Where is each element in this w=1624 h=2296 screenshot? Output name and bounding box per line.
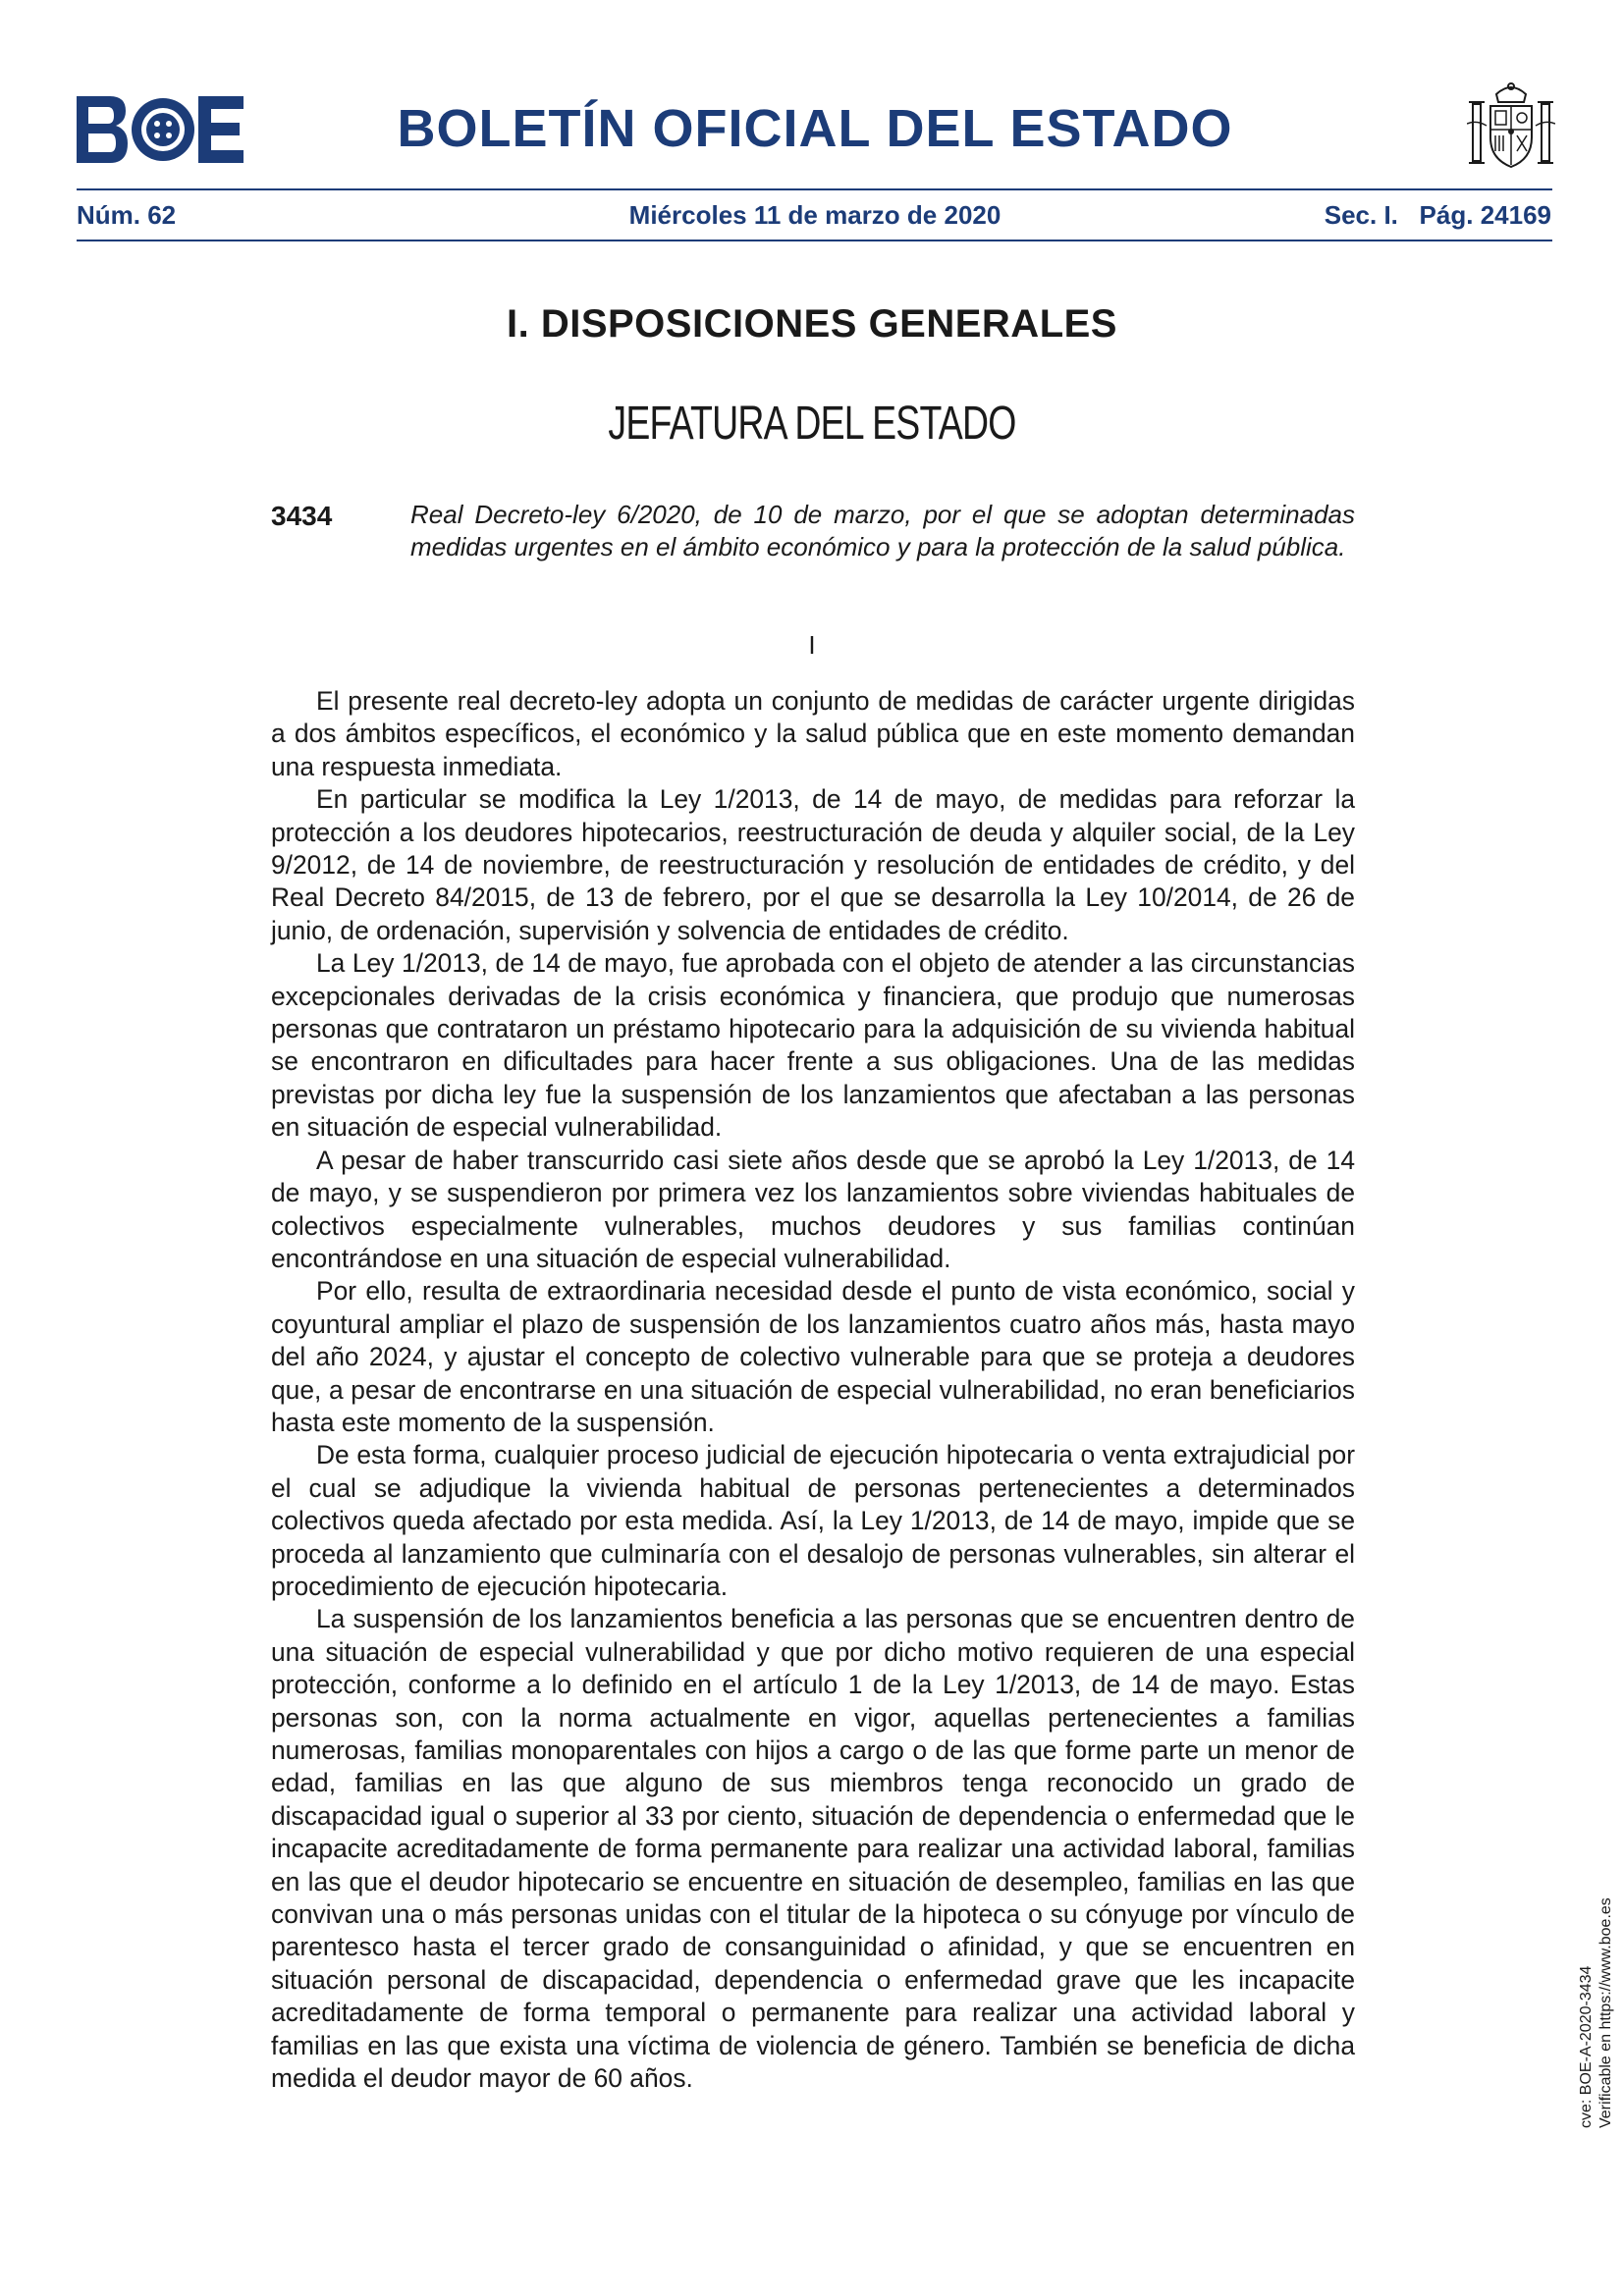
document-body: [271, 685, 1355, 2095]
boe-logo: [77, 96, 244, 163]
document-number: 3434: [271, 501, 333, 531]
bulletin-title: BOLETÍN OFICIAL DEL ESTADO: [397, 99, 1233, 158]
boe-logo-icon: [77, 96, 244, 163]
header-rule-top: [77, 188, 1552, 190]
paragraph: La Ley 1/2013, de 14 de mayo, fue aprobada con el objeto de atender a las circunstancias excepcionales derivadas de la crisis económica y financiera, que produjo que numerosas personas que contrataron un préstamo hipotecario para la adquisición de su vivienda habitual se encontraron en dificultades para hacer frente a sus obligaciones. Una de las medidas previstas por dicha ley fue la suspensión de los lanzamientos que afectaban a las personas en situación de especial vulnerabilidad.: [271, 948, 1355, 1143]
chapter-numeral: I: [808, 630, 816, 660]
bulletin-date: Miércoles 11 de marzo de 2020: [628, 200, 1001, 230]
section-page: Sec. I. Pág. 24169: [1324, 200, 1551, 230]
paragraph: La suspensión de los lanzamientos beneficia a las personas que se encuentren dentro de una situación de especial vulnerabilidad y que por dicho motivo requieren de una especial protección, conforme a lo definido en el artículo 1 de la Ley 1/2013, de 14 de mayo. Estas personas son, con la norma actualmente en vigor, aquellas pertenecientes a familias numerosas, familias monoparentales con hijos a cargo o de las que forme parte un menor de edad, familias en las que alguno de sus miembros tenga reconocido un grado de discapacidad igual o superior al 33 por ciento, situación de dependencia o enfermedad que le incapacite acreditadamente de forma permanente para realizar una actividad laboral, familias en las que el deudor hipotecario se encuentre en situación de desempleo, familias en las que convivan una o más personas unidas con el titular de la hipoteca o su cónyuge por vínculo de parentesco hasta el tercer grado de consanguinidad o afinidad, y que se encuentren en situación personal de discapacidad, dependencia o enfermedad grave que les incapacite acreditadamente de forma temporal o permanente para realizar una actividad laboral y familias en las que exista una víctima de violencia de género. También se beneficia de dicha medida el deudor mayor de 60 años.: [271, 1604, 1355, 2094]
cve-code: cve: BOE-A-2020-3434: [1578, 1965, 1595, 2128]
section-title: I. DISPOSICIONES GENERALES: [506, 302, 1117, 346]
verification-note: [1577, 1897, 1616, 2128]
paragraph: Por ello, resulta de extraordinaria necesidad desde el punto de vista económico, social y coyuntural ampliar el plazo de suspensión de los lanzamientos cuatro años más, hasta mayo del año 2024, y ajustar el concepto de colectivo vulnerable para que se proteja a deudores que, a pesar de encontrarse en una situación de especial vulnerabilidad, no eran beneficiarios hasta este momento de la suspensión.: [271, 1276, 1355, 1437]
paragraph: El presente real decreto-ley adopta un conjunto de medidas de carácter urgente dirigidas a dos ámbitos específicos, el económico y la salud pública que en este momento demandan una respuesta inmediata.: [271, 686, 1355, 781]
department-title: JEFATURA DEL ESTADO: [608, 398, 1016, 450]
bulletin-number: Núm. 62: [77, 200, 177, 230]
document-reference: Real Decreto-ley 6/2020, de 10 de marzo, por el que se adoptan determinadas medidas urgentes en el ámbito económico y para la protección de la salud pública.: [410, 500, 1355, 561]
paragraph: De esta forma, cualquier proceso judicial de ejecución hipotecaria o venta extrajudicial por el cual se adjudique la vivienda habitual de personas pertenecientes a determinados colectivos queda afectado por esta medida. Así, la Ley 1/2013, de 14 de mayo, impide que se proceda al lanzamiento que culminaría con el desalojo de personas vulnerables, sin alterar el procedimiento de ejecución hipotecaria.: [271, 1440, 1355, 1601]
coat-of-arms-icon: [1467, 80, 1555, 173]
header-rule-bottom: [77, 240, 1552, 241]
verification-link[interactable]: Verificable en https://www.boe.es: [1597, 1897, 1614, 2128]
paragraph: En particular se modifica la Ley 1/2013, de 14 de mayo, de medidas para reforzar la protección a los deudores hipotecarios, reestructuración de deuda y alquiler social, de la Ley 9/2012, de 14 de noviembre, de reestructuración y resolución de entidades de crédito, y del Real Decreto 84/2015, de 13 de febrero, por el que se desarrolla la Ley 10/2014, de 26 de junio, de ordenación, supervisión y solvencia de entidades de crédito.: [271, 784, 1355, 945]
paragraph: A pesar de haber transcurrido casi siete años desde que se aprobó la Ley 1/2013, de 14 de mayo, y se suspendieron por primera vez los lanzamientos sobre viviendas habituales de colectivos especialmente vulnerables, muchos deudores y sus familias continúan encontrándose en una situación de especial vulnerabilidad.: [271, 1145, 1355, 1273]
